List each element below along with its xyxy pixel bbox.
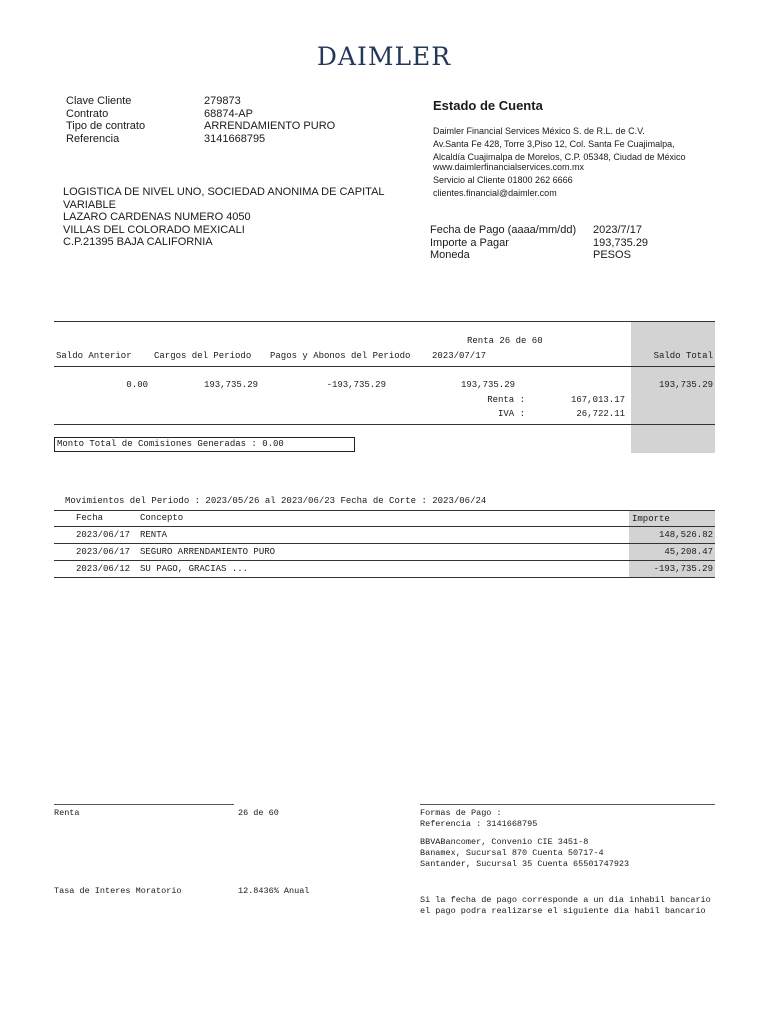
payment-value: PESOS <box>593 249 631 261</box>
renta-total-value: 193,735.29 <box>460 380 515 390</box>
movements-title: Movimientos del Periodo : 2023/05/26 al 2023/06/23 Fecha de Corte : 2023/06/24 <box>65 496 487 506</box>
payment-note-line: el pago podra realizarse el siguiente dia habil bancario <box>420 906 706 916</box>
payment-row-importe <box>430 237 648 250</box>
contact-info <box>433 161 584 200</box>
company-address-2: Alcaldía Cuajimalpa de Morelos, C.P. 05348, Ciudad de México <box>433 152 686 162</box>
renta-header-line2: 2023/07/17 <box>432 351 487 361</box>
payment-label: Fecha de Pago (aaaa/mm/dd) <box>430 224 577 236</box>
saldo-total-header: Saldo Total <box>653 351 713 361</box>
formas-title: Formas de Pago : <box>420 808 502 818</box>
footer-renta-label: Renta <box>54 808 80 818</box>
movement-fecha: 2023/06/12 <box>76 564 131 574</box>
movement-concepto: SU PAGO, GRACIAS ... <box>140 564 249 574</box>
formas-de-pago <box>420 808 537 830</box>
saldo-total-value: 193,735.29 <box>658 380 713 390</box>
recipient-line: LAZARO CARDENAS NUMERO 4050 <box>63 211 251 223</box>
footer-rule-left <box>54 804 234 805</box>
company-website: www.daimlerfinancialservices.com.mx <box>433 162 585 172</box>
client-label: Contrato <box>66 107 109 120</box>
footer-renta-value: 26 de 60 <box>238 808 279 818</box>
movements-row-rule <box>54 560 715 561</box>
customer-email: clientes.financial@daimler.com <box>433 188 557 198</box>
payment-label: Moneda <box>430 249 470 261</box>
summary-header-rule <box>54 366 715 367</box>
renta-header-line1: Renta 26 de 60 <box>467 336 543 346</box>
movements-top-rule <box>54 510 715 511</box>
client-value: 68874-AP <box>204 107 253 120</box>
tasa-label: Tasa de Interes Moratorio <box>54 886 182 896</box>
recipient-address <box>63 186 385 249</box>
client-row-referencia <box>66 133 335 146</box>
movement-fecha: 2023/06/17 <box>76 530 131 540</box>
cargos-header: Cargos del Periodo <box>154 351 252 361</box>
bank-bbva: BBVABancomer, Convenio CIE 3451-8 <box>420 837 589 847</box>
renta-value: 167,013.17 <box>570 395 625 405</box>
movement-importe: 45,208.47 <box>664 547 713 557</box>
client-label: Tipo de contrato <box>66 120 146 132</box>
client-value: ARRENDAMIENTO PURO <box>204 120 336 132</box>
statement-title: Estado de Cuenta <box>433 98 543 113</box>
client-row-contrato <box>66 108 335 121</box>
movement-importe: 148,526.82 <box>658 530 713 540</box>
payment-note-line: Si la fecha de pago corresponde a un dia inhabil bancario <box>420 895 711 905</box>
client-info <box>66 95 335 145</box>
company-address-1: Av.Santa Fe 428, Torre 3,Piso 12, Col. Santa Fe Cuajimalpa, <box>433 139 675 149</box>
importe-header: Importe <box>632 514 670 524</box>
payment-row-moneda <box>430 249 648 262</box>
client-value: 3141668795 <box>204 132 266 145</box>
bank-banamex: Banamex, Sucursal 870 Cuenta 50717-4 <box>420 848 604 858</box>
daimler-logo: DAIMLER <box>316 42 452 71</box>
payment-label: Importe a Pagar <box>430 236 509 249</box>
payment-row-fecha <box>430 224 648 237</box>
client-label: Referencia <box>66 132 120 145</box>
saldo-anterior-value: 0.00 <box>126 380 148 390</box>
recipient-line: VARIABLE <box>63 198 116 211</box>
tasa-value: 12.8436% Anual <box>238 886 310 896</box>
client-value: 279873 <box>204 95 241 107</box>
comisiones-box: Monto Total de Comisiones Generadas : 0.00 <box>54 437 355 452</box>
payment-info <box>430 224 648 262</box>
payment-value: 2023/7/17 <box>593 224 642 236</box>
client-row-clave <box>66 95 335 108</box>
company-name: Daimler Financial Services México S. de R.L. de C.V. <box>433 126 645 136</box>
payment-note <box>420 895 711 917</box>
client-label: Clave Cliente <box>66 95 132 107</box>
formas-referencia: Referencia : 3141668795 <box>420 819 538 829</box>
recipient-line: LOGISTICA DE NIVEL UNO, SOCIEDAD ANONIMA DE CAPITAL <box>63 186 385 198</box>
pagos-value: -193,735.29 <box>326 380 386 390</box>
summary-top-rule <box>54 321 715 322</box>
movement-fecha: 2023/06/17 <box>76 547 131 557</box>
pagos-header: Pagos y Abonos del Periodo <box>270 351 411 361</box>
cargos-value: 193,735.29 <box>203 380 258 390</box>
renta-label: Renta : <box>487 395 525 405</box>
movements-bottom-rule <box>54 577 715 578</box>
movements-row-rule <box>54 543 715 544</box>
payment-value: 193,735.29 <box>593 236 649 249</box>
saldo-anterior-header: Saldo Anterior <box>56 351 132 361</box>
client-row-tipo <box>66 120 335 133</box>
bank-list <box>420 837 629 870</box>
summary-body-rule <box>54 424 715 425</box>
movements-header-rule <box>54 526 715 527</box>
movement-concepto: RENTA <box>140 530 168 540</box>
recipient-line: VILLAS DEL COLORADO MEXICALI <box>63 223 245 236</box>
recipient-line: C.P.21395 BAJA CALIFORNIA <box>63 236 213 248</box>
iva-value: 26,722.11 <box>576 409 625 419</box>
movement-importe: -193,735.29 <box>653 564 713 574</box>
footer-rule-right <box>420 804 715 805</box>
company-info <box>433 125 685 164</box>
iva-label: IVA : <box>497 409 525 419</box>
fecha-header: Fecha <box>76 513 104 523</box>
bank-santander: Santander, Sucursal 35 Cuenta 65501747923 <box>420 859 630 869</box>
customer-service: Servicio al Cliente 01800 262 6666 <box>433 175 573 185</box>
movement-concepto: SEGURO ARRENDAMIENTO PURO <box>140 547 276 557</box>
concepto-header: Concepto <box>140 513 184 523</box>
